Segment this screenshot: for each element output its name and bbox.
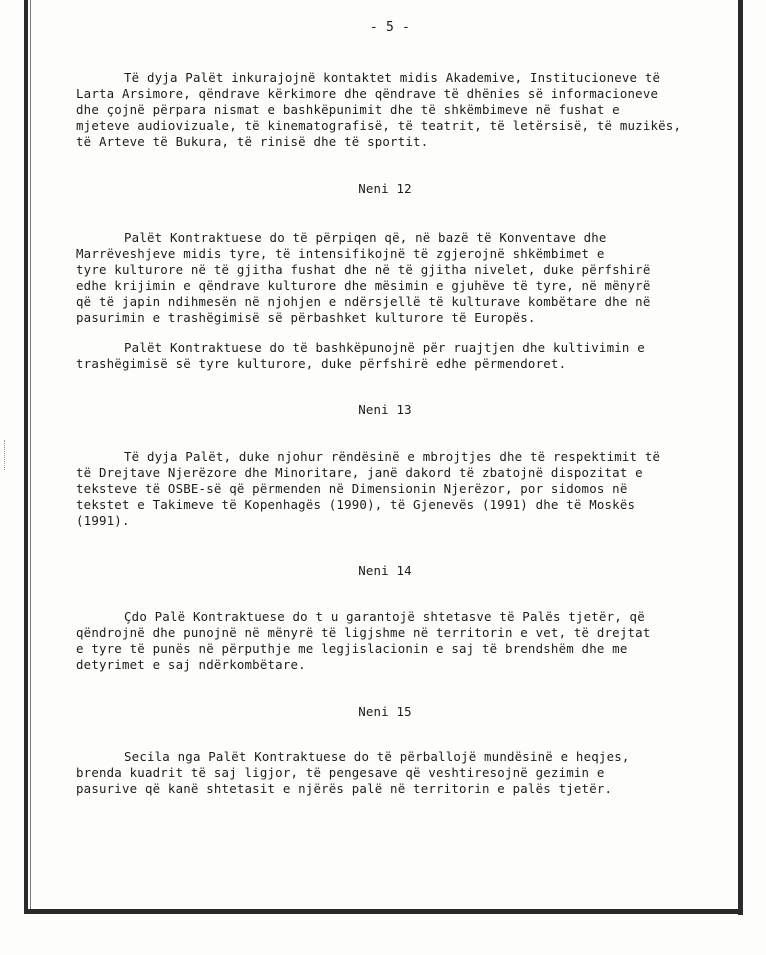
text-line: Të dyja Palët, duke njohur rëndësinë e mbrojtjes dhe të respektimit të xyxy=(124,449,661,464)
text-line: teksteve të OSBE-së që përmenden në Dimensionin Njerëzor, por sidomos në xyxy=(76,481,628,496)
text-line: (1991). xyxy=(76,513,130,528)
article-heading-15: Neni 15 xyxy=(358,704,412,719)
text-line: mjeteve audiovizuale, të kinematografisë, të teatrit, të letërsisë, të muzikës, xyxy=(76,118,682,133)
text-line: trashëgimisë së tyre kulturore, duke përfshirë edhe përmendoret. xyxy=(76,356,567,371)
page-border-left-inner xyxy=(30,0,31,912)
page-border-bottom xyxy=(24,909,743,914)
text-line: pasurive që kanë shtetasit e njërës palë në territorin e palës tjetër. xyxy=(76,781,613,796)
scan-edge-mark xyxy=(4,440,7,470)
text-line: Të dyja Palët inkurajojnë kontaktet midis Akademive, Institucioneve të xyxy=(124,70,661,85)
paragraph-article-13 xyxy=(76,449,698,529)
text-line: dhe çojnë përpara nismat e bashkëpunimit dhe të shkëmbimeve në fushat e xyxy=(76,102,620,117)
text-line: brenda kuadrit të saj ligjor, të pengesave që veshtiresojnë gezimin e xyxy=(76,765,605,780)
text-line: e tyre të punës në përputhje me legjislacionin e saj të brendshëm dhe me xyxy=(76,641,628,656)
text-line: edhe krijimin e qëndrave kulturore dhe mësimin e gjuhëve të tyre, në mënyrë xyxy=(76,278,651,293)
text-line: Çdo Palë Kontraktuese do t u garantojë shtetasve të Palës tjetër, që xyxy=(124,609,645,624)
text-line: të Drejtave Njerëzore dhe Minoritare, janë dakord të zbatojnë dispozitat e xyxy=(76,465,643,480)
text-line: Palët Kontraktuese do të përpiqen që, në bazë të Konventave dhe xyxy=(124,230,607,245)
text-line: Marrëveshjeve midis tyre, të intensifikojnë të zgjerojnë shkëmbimet e xyxy=(76,246,605,261)
text-line: Secila nga Palët Kontraktuese do të përballojë mundësinë e heqjes, xyxy=(124,749,630,764)
text-line: detyrimet e saj ndërkombëtare. xyxy=(76,657,306,672)
page-border-right xyxy=(738,0,743,915)
text-line: që të japin ndihmesën në njohjen e ndërsjellë të kulturave kombëtare dhe në xyxy=(76,294,651,309)
text-line: qëndrojnë dhe punojnë në mënyrë të ligjshme në territorin e vet, të drejtat xyxy=(76,625,651,640)
article-heading-13: Neni 13 xyxy=(358,402,412,417)
paragraph-article-12-b xyxy=(76,340,698,372)
paragraph-article-12-a xyxy=(76,230,698,326)
text-line: Palët Kontraktuese do të bashkëpunojnë për ruajtjen dhe kultivimin e xyxy=(124,340,645,355)
text-line: Larta Arsimore, qëndrave kërkimore dhe qëndrave të dhënies së informacioneve xyxy=(76,86,659,101)
text-line: tyre kulturore në të gjitha fushat dhe në të gjitha nivelet, duke përfshirë xyxy=(76,262,651,277)
page-border-left xyxy=(24,0,28,912)
text-line: tekstet e Takimeve të Kopenhagës (1990), të Gjenevës (1991) dhe të Moskës xyxy=(76,497,636,512)
paragraph-article-15 xyxy=(76,749,698,797)
article-heading-12: Neni 12 xyxy=(358,181,412,196)
text-line: të Arteve të Bukura, të rinisë dhe të sportit. xyxy=(76,134,429,149)
article-heading-14: Neni 14 xyxy=(358,563,412,578)
page-number: - 5 - xyxy=(369,20,411,35)
paragraph-cultural-contacts xyxy=(76,70,698,150)
text-line: pasurimin e trashëgimisë së përbashket kulturore të Europës. xyxy=(76,310,536,325)
paragraph-article-14 xyxy=(76,609,698,673)
